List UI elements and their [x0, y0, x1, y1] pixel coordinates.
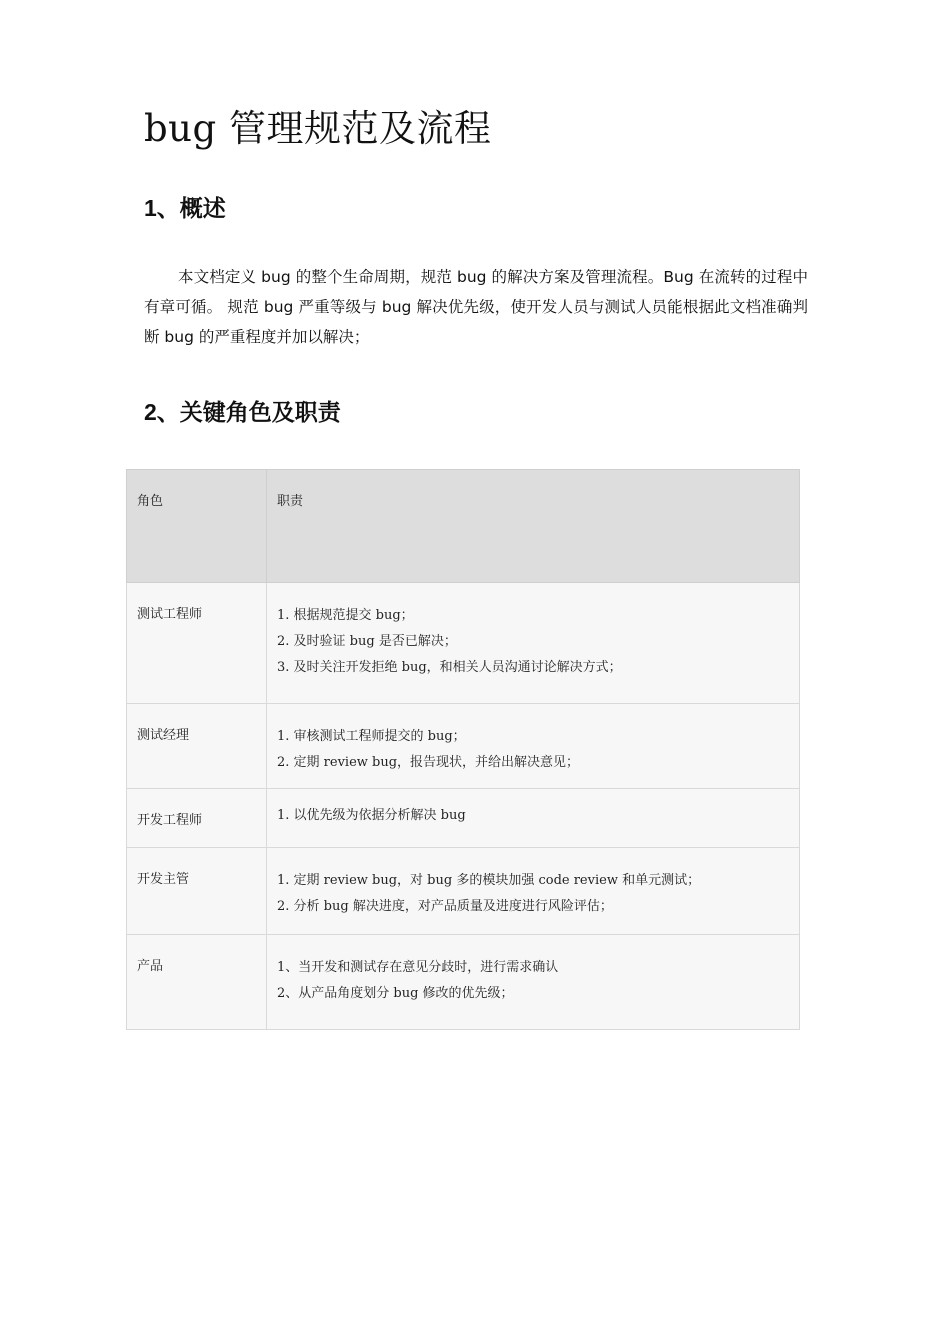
duties-cell: [267, 704, 800, 789]
table-row: [127, 583, 800, 704]
section-title: 概述: [179, 196, 226, 222]
duties-cell: [267, 789, 800, 848]
duty-item: 1. 定期 review bug，对 bug 多的模块加强 code review 和单元测试；: [277, 873, 701, 888]
duties-cell: [267, 935, 800, 1030]
overview-paragraph: 本文档定义 bug 的整个生命周期，规范 bug 的解决方案及管理流程。Bug 在流转的过程中有章可循。 规范 bug 严重等级与 bug 解决优先级，使开发人员与测试人员能根据此文档准确判断 bug 的严重程度并加以解决；: [144, 268, 808, 346]
duty-item: 3. 及时关注开发拒绝 bug，和相关人员沟通讨论解决方式；: [277, 660, 622, 675]
role-cell: 开发主管: [127, 848, 267, 935]
section-separator: 、: [156, 400, 180, 426]
section-separator: 、: [156, 196, 180, 222]
duty-item: 2. 分析 bug 解决进度，对产品质量及进度进行风险评估；: [277, 899, 613, 914]
document-title: bug 管理规范及流程: [144, 107, 492, 150]
duty-item: 2. 及时验证 bug 是否已解决；: [277, 634, 457, 649]
role-cell: 测试工程师: [127, 583, 267, 704]
duty-item: 2、从产品角度划分 bug 修改的优先级；: [277, 986, 514, 1001]
header-duties: 职责: [267, 470, 800, 583]
role-cell: 产品: [127, 935, 267, 1030]
section-heading-roles: [144, 394, 341, 427]
duty-item: 1、当开发和测试存在意见分歧时，进行需求确认: [277, 960, 559, 975]
duty-item: 2. 定期 review bug，报告现状，并给出解决意见；: [277, 755, 580, 770]
table-header-row: [127, 470, 800, 583]
role-cell: 开发工程师: [127, 789, 267, 848]
table-row: [127, 935, 800, 1030]
section-title: 关键角色及职责: [179, 400, 341, 426]
section-heading-overview: [144, 190, 226, 223]
duties-cell: [267, 848, 800, 935]
duty-item: 1. 根据规范提交 bug；: [277, 608, 414, 623]
duties-cell: [267, 583, 800, 704]
duty-item: 1. 以优先级为依据分析解决 bug: [277, 808, 466, 823]
duty-item: 1. 审核测试工程师提交的 bug；: [277, 729, 466, 744]
roles-table: [126, 469, 800, 1030]
table-row: [127, 704, 800, 789]
section-number: 2: [144, 399, 157, 425]
table-row: [127, 789, 800, 848]
section-number: 1: [144, 195, 157, 221]
header-role: 角色: [127, 470, 267, 583]
table-row: [127, 848, 800, 935]
role-cell: 测试经理: [127, 704, 267, 789]
